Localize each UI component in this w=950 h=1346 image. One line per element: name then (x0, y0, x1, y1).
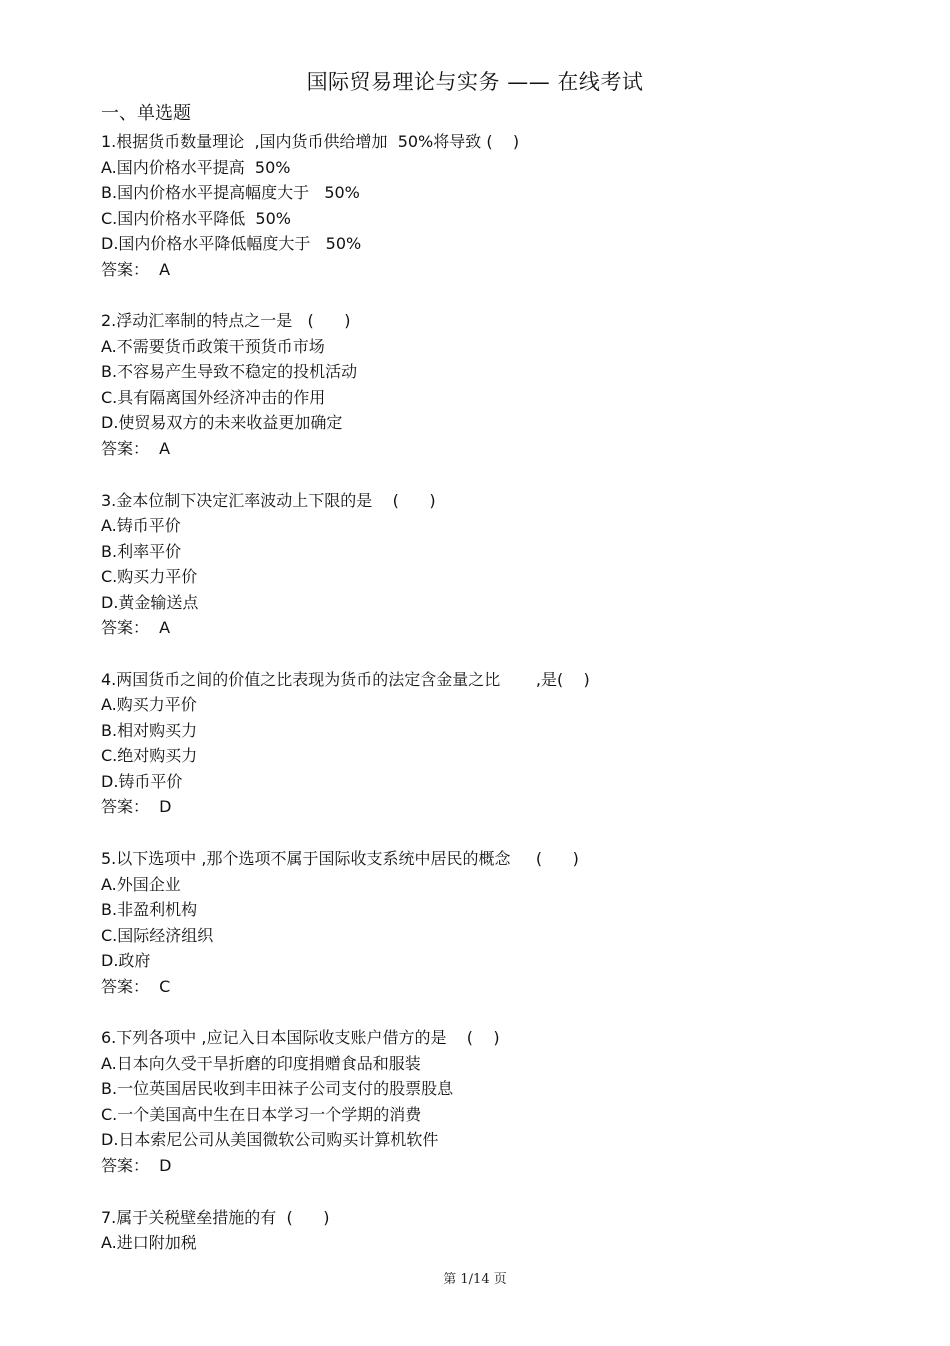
option-c: C.国内价格水平降低 50% (101, 208, 291, 228)
answer-line: 答案： A (101, 259, 171, 279)
document-title: 国际贸易理论与实务 —— 在线考试 (306, 70, 644, 94)
question-stem: 6.下列各项中 ,应记入日本国际收支账户借方的是 ( ) (101, 1028, 500, 1048)
option-d: D.日本索尼公司从美国微软公司购买计算机软件 (101, 1130, 439, 1150)
option-a: A.国内价格水平提高 50% (101, 157, 291, 177)
question-stem: 5.以下选项中 ,那个选项不属于国际收支系统中居民的概念 ( ) (101, 849, 579, 869)
option-d: D.政府 (101, 951, 151, 971)
option-b: B.一位英国居民收到丰田袜子公司支付的股票股息 (101, 1079, 454, 1099)
question-stem: 1.根据货币数量理论 ,国内货币供给增加 50%将导致 ( ) (101, 132, 520, 151)
option-d: D.使贸易双方的未来收益更加确定 (101, 413, 343, 433)
option-c: C.绝对购买力 (101, 746, 198, 766)
question-stem: 2.浮动汇率制的特点之一是 ( ) (101, 311, 351, 331)
answer-line: 答案： C (101, 976, 171, 996)
option-d: D.铸币平价 (101, 771, 183, 791)
question-4 (101, 667, 901, 820)
option-d: D.黄金输送点 (101, 592, 199, 612)
option-c: C.购买力平价 (101, 567, 198, 587)
answer-line: 答案： D (101, 1155, 172, 1175)
section-heading: 一、单选题 (101, 103, 191, 124)
option-c: C.一个美国高中生在日本学习一个学期的消费 (101, 1104, 422, 1124)
option-a: A.铸币平价 (101, 516, 181, 536)
question-5 (101, 846, 901, 999)
answer-line: 答案： A (101, 618, 171, 638)
option-c: C.国际经济组织 (101, 925, 214, 945)
answer-line: 答案： D (101, 797, 172, 817)
option-a: A.进口附加税 (101, 1233, 197, 1253)
option-b: B.国内价格水平提高幅度大于 50% (101, 183, 360, 202)
option-a: A.外国企业 (101, 874, 181, 894)
question-3 (101, 488, 901, 641)
question-stem: 4.两国货币之间的价值之比表现为货币的法定含金量之比 ,是( ) (101, 669, 590, 689)
option-b: B.相对购买力 (101, 720, 198, 740)
question-6 (101, 1025, 901, 1178)
page-number: 第 1/14 页 (443, 1272, 507, 1287)
question-7 (101, 1205, 901, 1256)
option-a: A.不需要货币政策干预货币市场 (101, 336, 325, 356)
option-a: A.日本向久受干旱折磨的印度捐赠食品和服装 (101, 1053, 421, 1073)
question-stem: 7.属于关税壁垒措施的有 ( ) (101, 1207, 330, 1227)
answer-line: 答案： A (101, 438, 171, 458)
option-b: B.非盈利机构 (101, 900, 198, 920)
option-b: B.利率平价 (101, 541, 182, 561)
option-b: B.不容易产生导致不稳定的投机活动 (101, 362, 358, 382)
question-1 (101, 129, 901, 282)
question-2 (101, 308, 901, 461)
option-a: A.购买力平价 (101, 695, 197, 715)
question-list (101, 129, 901, 1282)
option-c: C.具有隔离国外经济冲击的作用 (101, 387, 326, 407)
option-d: D.国内价格水平降低幅度大于 50% (101, 234, 362, 253)
question-stem: 3.金本位制下决定汇率波动上下限的是 ( ) (101, 490, 436, 510)
